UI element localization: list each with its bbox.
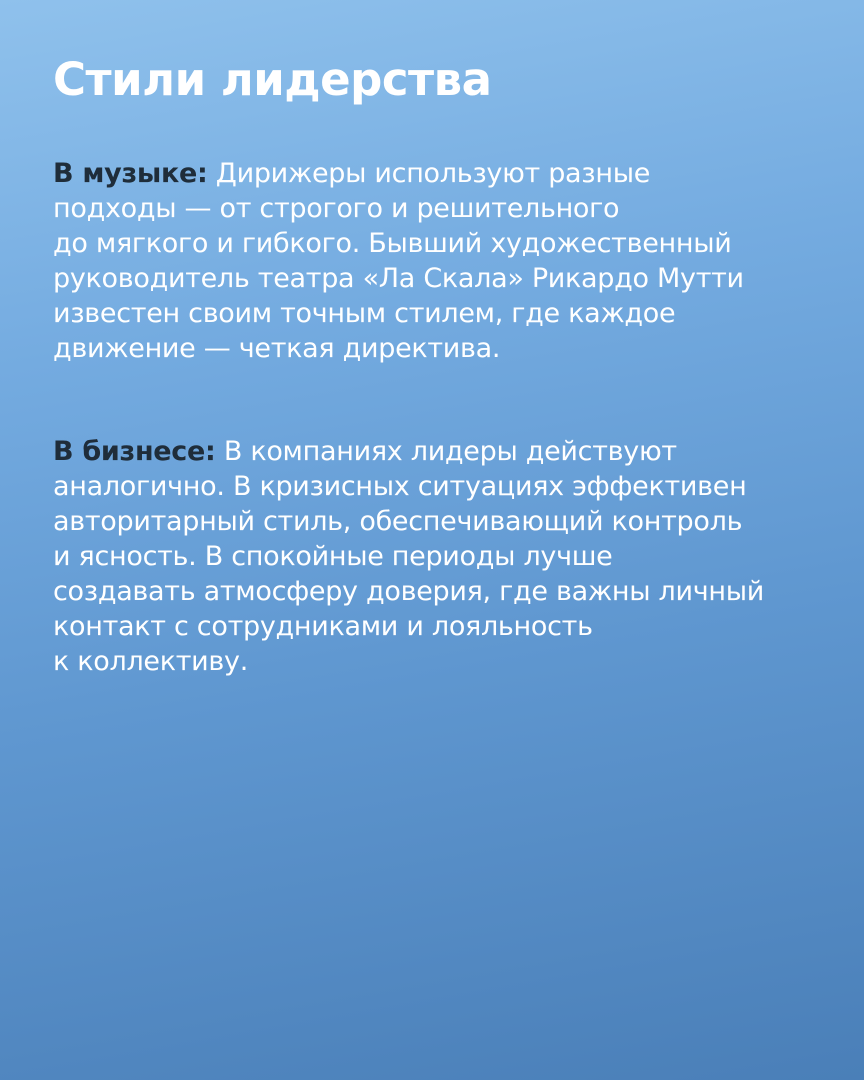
music-text: руководитель театра «Ла Скала» Рикардо Мутти [53,263,744,294]
music-paragraph [53,156,833,366]
page-title: Стили лидерства [53,53,492,106]
music-line-1 [53,156,833,191]
business-line-1 [53,434,833,469]
music-text: известен своим точным стилем, где каждое [53,298,676,329]
business-text: создавать атмосферу доверия, где важны личный [53,576,764,607]
business-text: аналогично. В кризисных ситуациях эффективен [53,471,747,502]
business-text: авторитарный стиль, обеспечивающий контроль [53,506,743,537]
music-label: В музыке: [53,158,208,189]
business-text: В компаниях лидеры действуют [223,436,677,467]
business-text: контакт с сотрудниками и лояльность [53,611,593,642]
music-text: движение — четкая директива. [53,333,501,364]
music-text: Дирижеры используют разные [215,158,651,189]
business-text: и ясность. В спокойные периоды лучше [53,541,613,572]
music-text: до мягкого и гибкого. Бывший художественный [53,228,732,259]
music-text: подходы — от строгого и решительного [53,193,620,224]
business-text: к коллективу. [53,646,249,677]
business-label: В бизнесе: [53,436,216,467]
business-paragraph [53,434,833,679]
